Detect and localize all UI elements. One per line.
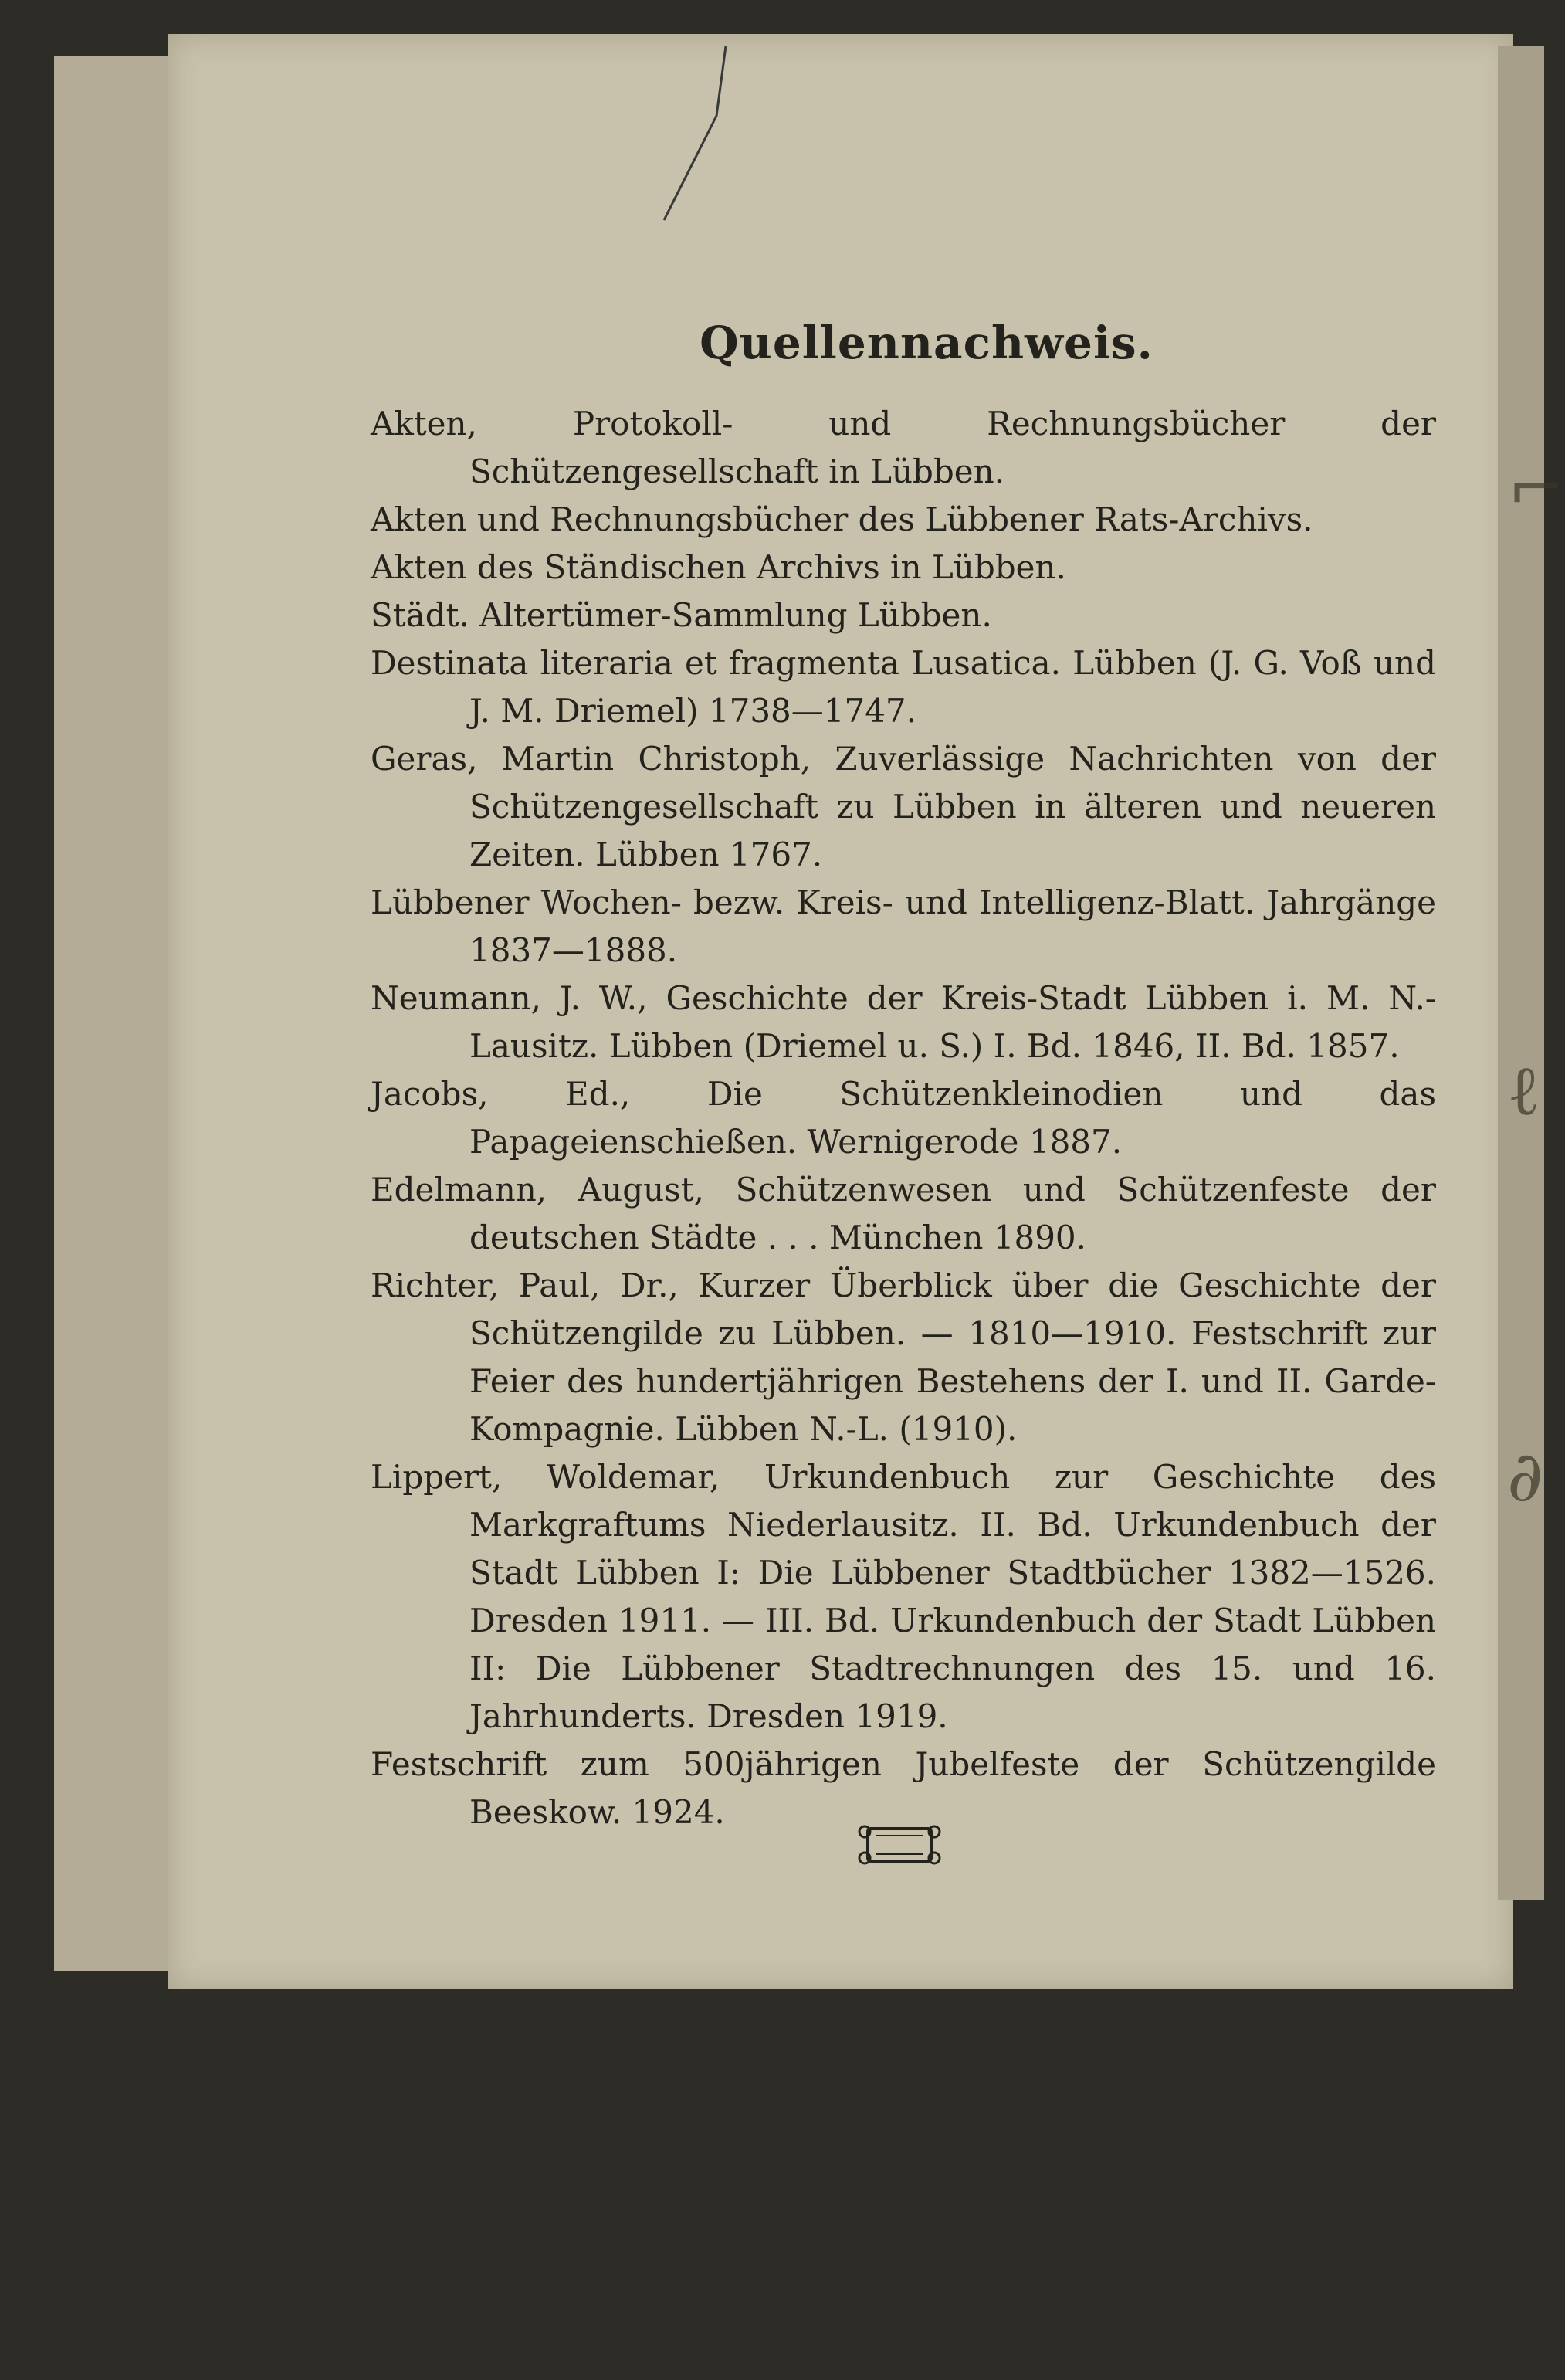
- reference-entry: Festschrift zum 500jährigen Jubelfeste der Schützengilde Beeskow. 1924.: [371, 1745, 1436, 1831]
- left-page-edge: [54, 56, 180, 1971]
- right-page-edge: ⌐ ℓ ∂: [1498, 46, 1544, 1900]
- reference-entry: Akten, Protokoll- und Rechnungsbücher der Schützengesellschaft in Lübben.: [371, 405, 1436, 490]
- reference-entry: Richter, Paul, Dr., Kurzer Überblick über die Geschichte der Schützengilde zu Lübben. — 1810—1910. Festschrift zur Feier des hundertjährigen Bestehens der I. und II. Garde-Kompagnie. Lübben N.-L. (1910).: [371, 1266, 1436, 1448]
- page-title: Quellennachweis.: [700, 317, 1153, 369]
- decorative-cartouche-icon: [857, 1822, 942, 1867]
- reference-entry: Neumann, J. W., Geschichte der Kreis-Stadt Lübben i. M. N.-Lausitz. Lübben (Driemel u. S.) I. Bd. 1846, II. Bd. 1857.: [371, 979, 1436, 1065]
- reference-entry: Lübbener Wochen- bezw. Kreis- und Intelligenz-Blatt. Jahrgänge 1837—1888.: [371, 883, 1436, 969]
- reference-entry: Jacobs, Ed., Die Schützenkleinodien und das Papageienschießen. Wernigerode 1887.: [371, 1075, 1436, 1161]
- reference-entry: Destinata literaria et fragmenta Lusatica. Lübben (J. G. Voß und J. M. Driemel) 1738—1747.: [371, 644, 1436, 730]
- pencil-mark: [649, 46, 741, 232]
- reference-entry: Akten und Rechnungsbücher des Lübbener Rats-Archivs.: [371, 500, 1313, 538]
- reference-entry: Geras, Martin Christoph, Zuverlässige Nachrichten von der Schützengesellschaft zu Lübben in älteren und neueren Zeiten. Lübben 1767.: [371, 740, 1436, 873]
- reference-entry: Edelmann, August, Schützenwesen und Schützenfeste der deutschen Städte . . . München 1890.: [371, 1171, 1436, 1256]
- reference-entry: Akten des Ständischen Archivs in Lübben.: [371, 548, 1066, 586]
- reference-entry: Städt. Altertümer-Sammlung Lübben.: [371, 596, 992, 634]
- reference-list: [371, 317, 1436, 1836]
- reference-entry: Lippert, Woldemar, Urkundenbuch zur Geschichte des Markgraftums Niederlausitz. II. Bd. Urkundenbuch der Stadt Lübben I: Die Lübbener Stadtbücher 1382—1526. Dresden 1911. — III. Bd. Urkundenbuch der Stadt Lübben II: Die Lübbener Stadtrechnungen des 15. und 16. Jahrhunderts. Dresden 1919.: [371, 1458, 1436, 1735]
